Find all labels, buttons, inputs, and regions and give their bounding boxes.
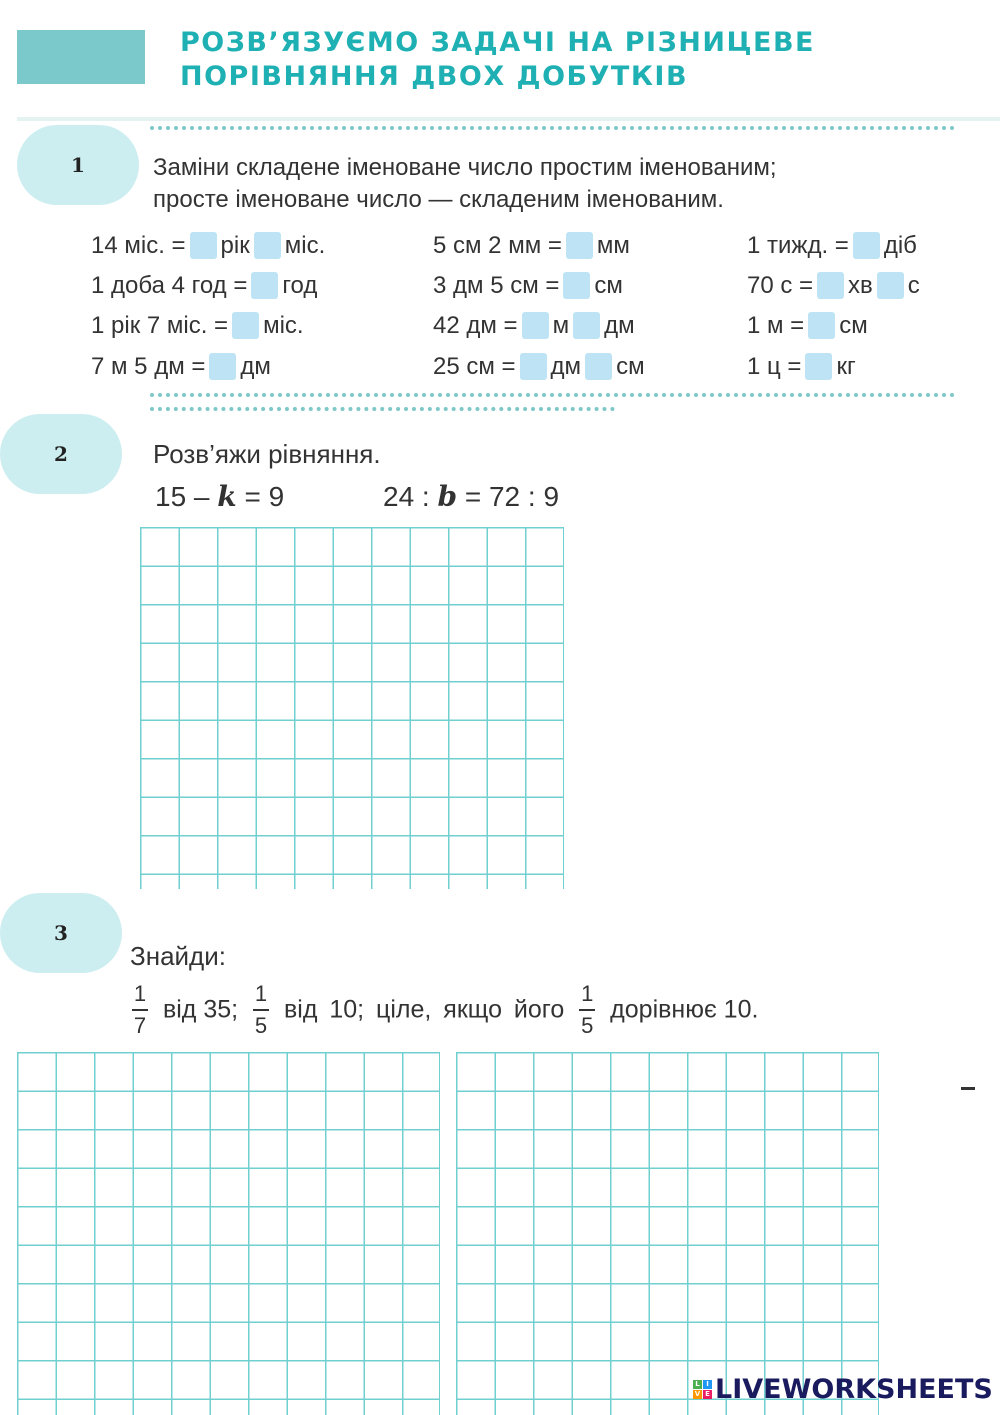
task1-instruction — [153, 152, 953, 216]
equation-2 — [383, 480, 559, 513]
page-title-line2: ПОРІВНЯННЯ ДВОХ ДОБУТКІВ — [180, 61, 689, 92]
unit-label: см — [616, 352, 645, 380]
conversion-column-1 — [91, 225, 325, 386]
answer-box[interactable] — [853, 232, 880, 259]
task-number-badge — [0, 893, 122, 973]
conversion-lhs: 14 міс. = — [91, 232, 186, 260]
answer-box[interactable] — [805, 353, 832, 380]
unit-label: рік — [220, 232, 250, 260]
task2-instruction: Розв’яжи рівняння. — [153, 439, 381, 469]
task-number-badge — [17, 125, 139, 205]
answer-grid[interactable] — [17, 1052, 440, 1415]
fraction — [253, 982, 269, 1038]
equation-1 — [155, 480, 284, 513]
equation-variable: k — [217, 480, 237, 513]
task1-instruction-line2: просте іменоване число — складеним іменованим. — [153, 186, 724, 213]
fraction-denominator: 7 — [133, 1012, 147, 1038]
fraction-numerator: 1 — [133, 981, 147, 1006]
task-number: 2 — [54, 442, 68, 466]
answer-box[interactable] — [522, 312, 549, 339]
fraction-denominator: 5 — [581, 1012, 594, 1038]
answer-box[interactable] — [573, 312, 600, 339]
unit-label: міс. — [263, 312, 304, 340]
conversion-row — [91, 345, 325, 385]
dotted-divider — [150, 407, 615, 411]
conversion-lhs: 3 дм 5 см = — [433, 272, 560, 300]
expression-text: від 35; — [162, 995, 239, 1024]
unit-label: діб — [883, 232, 917, 260]
conversion-lhs: 70 с = — [747, 272, 814, 300]
logo-letter: V — [694, 1390, 701, 1398]
unit-label: см — [839, 312, 868, 340]
unit-label: с — [907, 272, 920, 300]
answer-grid[interactable] — [456, 1052, 879, 1415]
equation-right: = 72 : 9 — [464, 481, 560, 512]
answer-box[interactable] — [251, 272, 278, 299]
answer-box[interactable] — [209, 353, 236, 380]
conversion-column-3 — [747, 225, 920, 386]
unit-label: мм — [596, 232, 630, 260]
logo-letter: L — [693, 1380, 702, 1389]
fraction-bar — [132, 1009, 148, 1011]
stray-mark — [961, 1087, 975, 1090]
conversion-row — [747, 225, 920, 265]
fraction-numerator: 1 — [581, 981, 594, 1006]
conversion-row — [91, 265, 325, 305]
conversion-row — [747, 265, 920, 305]
conversion-lhs: 1 тижд. = — [747, 232, 849, 260]
equation-variable: b — [437, 480, 458, 513]
expression-text: дорівнює 10. — [610, 995, 759, 1024]
liveworksheets-logo-icon — [693, 1380, 712, 1399]
unit-label: год — [282, 272, 318, 300]
unit-label: міс. — [284, 232, 326, 260]
unit-label: дм — [550, 352, 582, 380]
header-accent-bar — [17, 30, 145, 84]
unit-label: хв — [848, 272, 873, 300]
task3-expression — [124, 982, 758, 1038]
liveworksheets-logo — [693, 1374, 993, 1405]
unit-label: дм — [604, 312, 635, 340]
liveworksheets-logo-text: LIVEWORKSHEETS — [715, 1374, 993, 1405]
answer-box[interactable] — [877, 272, 904, 299]
fraction-bar — [253, 1009, 269, 1011]
conversion-row — [433, 305, 645, 345]
expression-text: від 10; ціле, якщо його — [283, 995, 565, 1024]
equation-right: = 9 — [244, 481, 285, 512]
answer-box[interactable] — [254, 232, 281, 259]
dotted-divider — [150, 126, 955, 130]
equation-left: 15 – — [155, 481, 210, 512]
conversion-row — [433, 345, 645, 385]
conversion-lhs: 1 ц = — [747, 352, 802, 380]
answer-grid[interactable] — [140, 527, 564, 889]
answer-box[interactable] — [817, 272, 844, 299]
answer-box[interactable] — [808, 312, 835, 339]
page-title — [180, 26, 815, 94]
dotted-divider — [150, 393, 955, 397]
fraction — [579, 982, 595, 1038]
answer-box[interactable] — [585, 353, 612, 380]
answer-box[interactable] — [563, 272, 590, 299]
task-number: 3 — [54, 921, 68, 945]
page-title-line1: РОЗВ’ЯЗУЄМО ЗАДАЧІ НА РІЗНИЦЕВЕ — [180, 27, 815, 58]
conversion-lhs: 25 см = — [433, 352, 516, 380]
header-divider — [17, 117, 1000, 121]
unit-label: см — [594, 272, 623, 300]
conversion-lhs: 42 дм = — [433, 312, 518, 340]
fraction-bar — [579, 1009, 595, 1011]
unit-label: м — [552, 312, 570, 340]
logo-letter: E — [703, 1390, 712, 1399]
answer-box[interactable] — [232, 312, 259, 339]
answer-box[interactable] — [566, 232, 593, 259]
answer-box[interactable] — [190, 232, 217, 259]
logo-letter: I — [703, 1380, 712, 1389]
fraction-numerator: 1 — [254, 981, 268, 1006]
conversion-row — [747, 345, 920, 385]
conversion-lhs: 1 рік 7 міс. = — [91, 312, 229, 340]
conversion-row — [91, 305, 325, 345]
conversion-row — [91, 225, 325, 265]
conversion-lhs: 1 доба 4 год = — [91, 272, 248, 300]
conversion-lhs: 7 м 5 дм = — [91, 352, 206, 380]
conversion-row — [433, 265, 645, 305]
equation-left: 24 : — [383, 481, 430, 512]
fraction — [132, 982, 148, 1038]
task-number-badge — [0, 414, 122, 494]
fraction-denominator: 5 — [254, 1012, 268, 1038]
answer-box[interactable] — [520, 353, 547, 380]
conversion-row — [433, 225, 645, 265]
unit-label: дм — [240, 352, 271, 380]
conversion-lhs: 1 м = — [747, 312, 805, 340]
conversion-row — [747, 305, 920, 345]
task-number: 1 — [71, 153, 85, 177]
task3-instruction: Знайди: — [130, 941, 226, 971]
unit-label: кг — [836, 352, 856, 380]
conversion-column-2 — [433, 225, 645, 386]
conversion-lhs: 5 см 2 мм = — [433, 232, 562, 260]
task1-instruction-line1: Заміни складене іменоване число простим іменованим; — [153, 154, 777, 181]
